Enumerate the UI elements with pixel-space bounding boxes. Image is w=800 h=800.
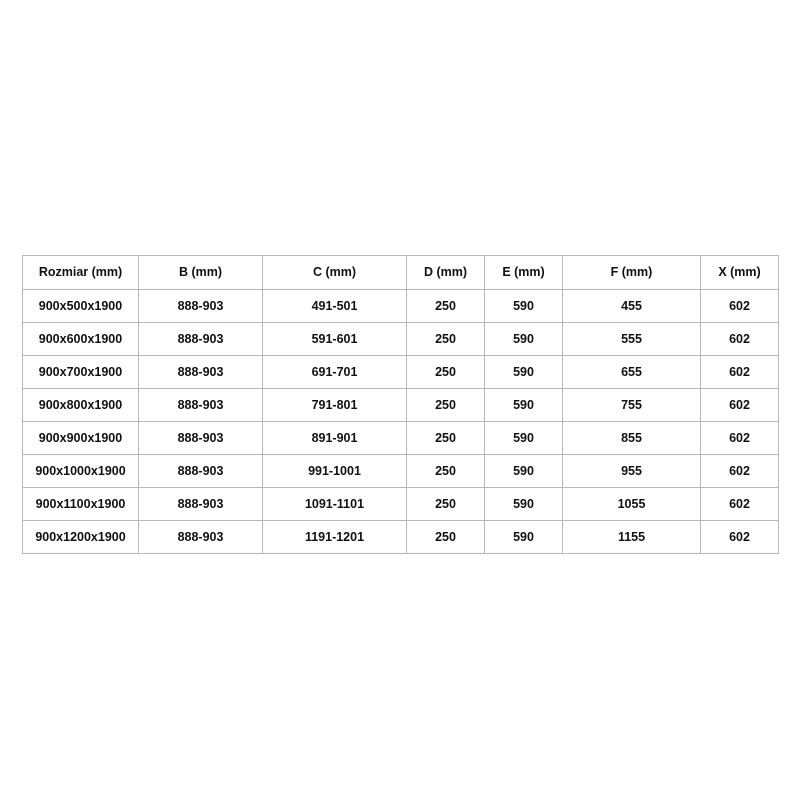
cell-rozmiar: 900x800x1900	[23, 389, 139, 422]
cell-rozmiar: 900x1000x1900	[23, 455, 139, 488]
cell-f: 855	[563, 422, 701, 455]
cell-rozmiar: 900x500x1900	[23, 290, 139, 323]
table-row	[23, 323, 779, 356]
cell-d: 250	[407, 455, 485, 488]
column-header-d: D (mm)	[407, 256, 485, 290]
cell-x: 602	[701, 422, 779, 455]
cell-e: 590	[485, 422, 563, 455]
table-row	[23, 521, 779, 554]
cell-c: 691-701	[263, 356, 407, 389]
cell-c: 791-801	[263, 389, 407, 422]
cell-e: 590	[485, 323, 563, 356]
cell-c: 991-1001	[263, 455, 407, 488]
table-row	[23, 356, 779, 389]
table-row	[23, 422, 779, 455]
table-header	[23, 256, 779, 290]
cell-x: 602	[701, 290, 779, 323]
cell-b: 888-903	[139, 323, 263, 356]
column-header-b: B (mm)	[139, 256, 263, 290]
cell-d: 250	[407, 488, 485, 521]
dimensions-table-container	[22, 255, 778, 554]
cell-f: 555	[563, 323, 701, 356]
cell-d: 250	[407, 356, 485, 389]
table-row	[23, 290, 779, 323]
cell-c: 1191-1201	[263, 521, 407, 554]
cell-f: 1155	[563, 521, 701, 554]
cell-f: 1055	[563, 488, 701, 521]
cell-x: 602	[701, 356, 779, 389]
dimensions-table	[22, 255, 779, 554]
cell-b: 888-903	[139, 389, 263, 422]
cell-d: 250	[407, 389, 485, 422]
cell-e: 590	[485, 356, 563, 389]
cell-c: 1091-1101	[263, 488, 407, 521]
cell-f: 955	[563, 455, 701, 488]
cell-b: 888-903	[139, 290, 263, 323]
cell-rozmiar: 900x700x1900	[23, 356, 139, 389]
cell-e: 590	[485, 389, 563, 422]
table-body	[23, 290, 779, 554]
cell-x: 602	[701, 488, 779, 521]
cell-d: 250	[407, 521, 485, 554]
cell-e: 590	[485, 488, 563, 521]
cell-x: 602	[701, 455, 779, 488]
column-header-rozmiar: Rozmiar (mm)	[23, 256, 139, 290]
cell-b: 888-903	[139, 488, 263, 521]
cell-f: 455	[563, 290, 701, 323]
table-header-row	[23, 256, 779, 290]
cell-b: 888-903	[139, 455, 263, 488]
cell-c: 891-901	[263, 422, 407, 455]
cell-rozmiar: 900x900x1900	[23, 422, 139, 455]
cell-d: 250	[407, 323, 485, 356]
cell-b: 888-903	[139, 422, 263, 455]
cell-b: 888-903	[139, 356, 263, 389]
column-header-f: F (mm)	[563, 256, 701, 290]
column-header-e: E (mm)	[485, 256, 563, 290]
cell-d: 250	[407, 290, 485, 323]
table-row	[23, 455, 779, 488]
column-header-c: C (mm)	[263, 256, 407, 290]
cell-c: 491-501	[263, 290, 407, 323]
table-row	[23, 488, 779, 521]
cell-f: 755	[563, 389, 701, 422]
cell-e: 590	[485, 521, 563, 554]
cell-x: 602	[701, 521, 779, 554]
cell-b: 888-903	[139, 521, 263, 554]
table-row	[23, 389, 779, 422]
cell-rozmiar: 900x1200x1900	[23, 521, 139, 554]
cell-e: 590	[485, 455, 563, 488]
column-header-x: X (mm)	[701, 256, 779, 290]
cell-e: 590	[485, 290, 563, 323]
cell-x: 602	[701, 389, 779, 422]
cell-rozmiar: 900x1100x1900	[23, 488, 139, 521]
cell-c: 591-601	[263, 323, 407, 356]
cell-rozmiar: 900x600x1900	[23, 323, 139, 356]
cell-d: 250	[407, 422, 485, 455]
cell-x: 602	[701, 323, 779, 356]
cell-f: 655	[563, 356, 701, 389]
